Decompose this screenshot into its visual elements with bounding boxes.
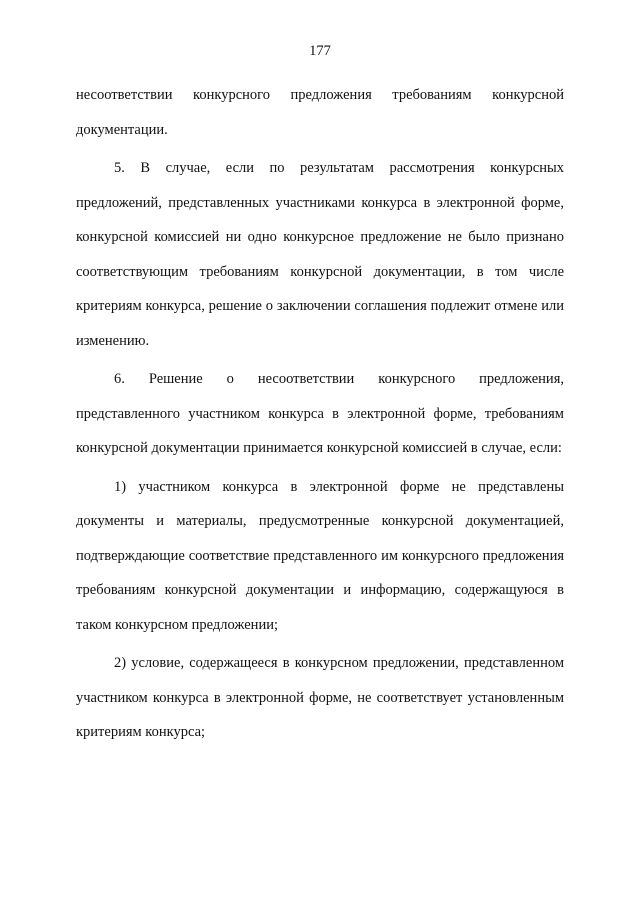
document-body: [76, 78, 564, 750]
page-number: 177: [309, 43, 331, 59]
paragraph-continuation: несоответствии конкурсного предложения требованиям конкурсной документации.: [76, 87, 564, 138]
subparagraph-item-1: 1) участником конкурса в электронной форме не представлены документы и материалы, предусмотренные конкурсной документацией, подтверждающие соответствие представленного им конкурсного предложения требованиям конкурсной документации и информацию, содержащуюся в таком конкурсном предложении;: [76, 478, 564, 633]
paragraph-item-6: 6. Решение о несоответствии конкурсного предложения, представленного участником конкурса в электронной форме, требованиям конкурсной документации принимается конкурсной комиссией в случае, если:: [76, 371, 564, 456]
subparagraph-item-2: 2) условие, содержащееся в конкурсном предложении, представленном участником конкурса в электронной форме, не соответствует установленным критериям конкурса;: [76, 655, 564, 740]
paragraph-item-5: 5. В случае, если по результатам рассмотрения конкурсных предложений, представленных участниками конкурса в электронной форме, конкурсной комиссией ни одно конкурсное предложение не было признано соответствующим требованиям конкурсной документации, в том числе критериям конкурса, решение о заключении соглашения подлежит отмене или изменению.: [76, 160, 564, 349]
